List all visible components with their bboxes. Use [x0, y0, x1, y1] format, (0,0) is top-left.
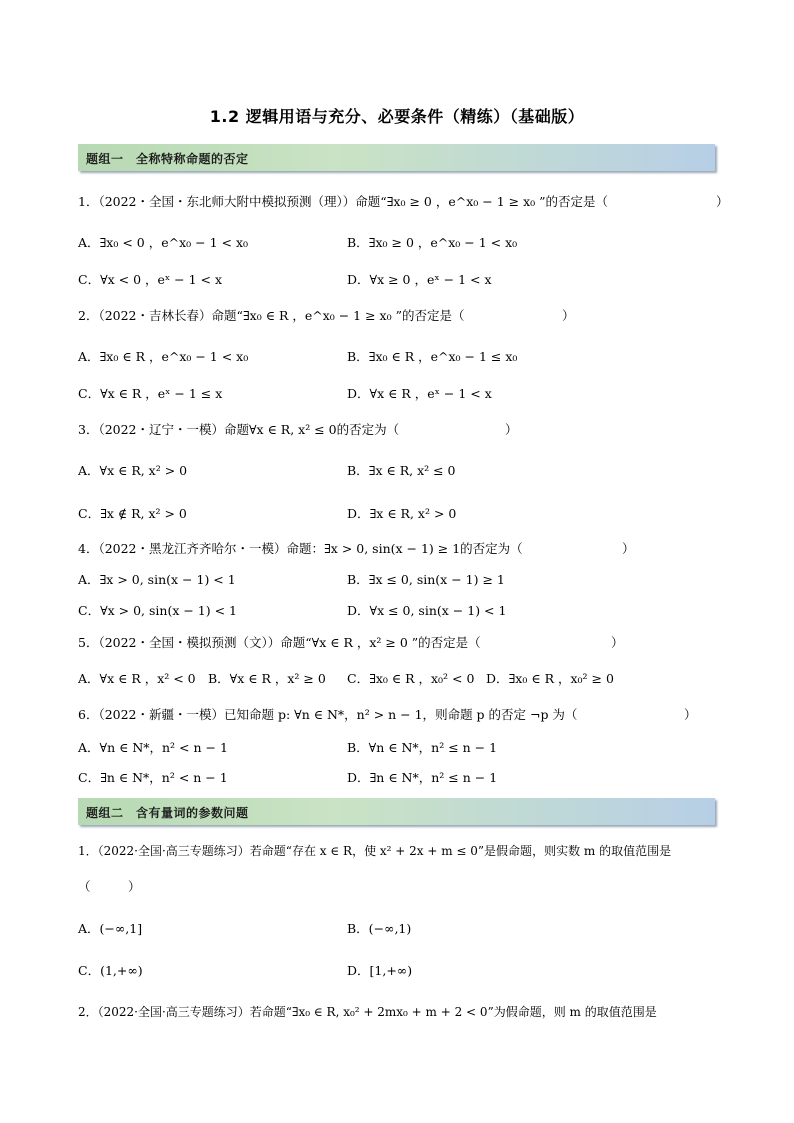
question-1-option-b: B．∃x₀ ≥ 0 ，e^x₀ − 1 < x₀	[347, 235, 518, 250]
param-question-1-option-b: B．(−∞,1)	[347, 921, 412, 936]
section-heading-group2: 题组二 含有量词的参数问题	[86, 806, 249, 820]
question-1-paren: ）	[716, 194, 729, 209]
question-2-option-d: D．∀x ∈ R ，eˣ − 1 < x	[347, 386, 492, 401]
question-4-option-c: C．∀x > 0, sin(x − 1) < 1	[78, 603, 237, 618]
question-6-paren: ）	[684, 707, 697, 722]
page-title: 1.2 逻辑用语与充分、必要条件（精练）（基础版）	[209, 107, 585, 126]
question-3-option-d: D．∃x ∈ R, x² > 0	[347, 506, 457, 521]
question-3-option-a: A．∀x ∈ R, x² > 0	[78, 463, 188, 478]
question-1-option-d: D．∀x ≥ 0 ，eˣ − 1 < x	[347, 272, 492, 287]
question-5-paren: ）	[611, 635, 624, 650]
param-question-1-option-a: A．(−∞,1]	[78, 921, 143, 936]
question-5-stem: 5．（2022・全国・模拟预测（文））命题“∀x ∈ R ，x² ≥ 0 ”的否定是（	[78, 635, 481, 650]
question-3-option-b: B．∃x ∈ R, x² ≤ 0	[347, 463, 456, 478]
param-question-2-stem: 2．（2022·全国·高三专题练习）若命题“∃x₀ ∈ R, x₀² + 2mx₀ + m + 2 < 0”为假命题，则 m 的取值范围是	[78, 1005, 657, 1019]
question-4-option-b: B．∃x ≤ 0, sin(x − 1) ≥ 1	[347, 572, 505, 587]
question-2-paren: ）	[562, 308, 575, 323]
question-5-option-d: D．∃x₀ ∈ R ，x₀² ≥ 0	[486, 671, 614, 686]
question-4-paren: ）	[622, 541, 635, 556]
question-1-stem: 1．（2022・全国・东北师大附中模拟预测（理））命题“∃x₀ ≥ 0 ，e^x₀ − 1 ≥ x₀ ”的否定是（	[78, 194, 608, 209]
question-3-paren: ）	[505, 422, 518, 437]
section-banner-group1	[78, 144, 715, 171]
question-6-option-a: A．∀n ∈ N*，n² < n − 1	[78, 740, 228, 755]
section-banner-group2	[78, 798, 715, 825]
question-5-option-c: C．∃x₀ ∈ R ，x₀² < 0	[347, 671, 475, 686]
question-2-option-b: B．∃x₀ ∈ R ，e^x₀ − 1 ≤ x₀	[347, 349, 518, 364]
question-4-option-a: A．∃x > 0, sin(x − 1) < 1	[78, 572, 236, 587]
question-6-option-d: D．∃n ∈ N*，n² ≤ n − 1	[347, 770, 498, 785]
question-4-option-d: D．∀x ≤ 0, sin(x − 1) < 1	[347, 603, 507, 618]
question-3-option-c: C．∃x ∉ R, x² > 0	[78, 506, 187, 521]
param-question-1-stem: 1．（2022·全国·高三专题练习）若命题“存在 x ∈ R，使 x² + 2x + m ≤ 0”是假命题，则实数 m 的取值范围是	[78, 844, 672, 858]
question-2-option-a: A．∃x₀ ∈ R ，e^x₀ − 1 < x₀	[78, 349, 249, 364]
question-3-stem: 3．（2022・辽宁・一模）命题∀x ∈ R, x² ≤ 0的否定为（	[78, 422, 400, 437]
question-2-option-c: C．∀x ∈ R ，eˣ − 1 ≤ x	[78, 386, 223, 401]
param-question-1-blank: （ ）	[78, 879, 141, 894]
question-5-option-b: B．∀x ∈ R ，x² ≥ 0	[208, 671, 326, 686]
param-question-1-option-c: C．(1,+∞)	[78, 963, 143, 978]
section-heading-group1: 题组一 全称特称命题的否定	[86, 152, 249, 166]
question-2-stem: 2．（2022・吉林长春）命题“∃x₀ ∈ R ，e^x₀ − 1 ≥ x₀ ”的否定是（	[78, 308, 465, 323]
question-6-option-b: B．∀n ∈ N*，n² ≤ n − 1	[347, 740, 498, 755]
question-5-option-a: A．∀x ∈ R ，x² < 0	[78, 671, 196, 686]
question-6-option-c: C．∃n ∈ N*，n² < n − 1	[78, 770, 228, 785]
param-question-1-option-d: D．[1,+∞)	[347, 963, 413, 978]
question-1-option-c: C．∀x < 0 ，eˣ − 1 < x	[78, 272, 223, 287]
question-1-option-a: A．∃x₀ < 0 ，e^x₀ − 1 < x₀	[78, 235, 249, 250]
question-6-stem: 6．（2022・新疆・一模）已知命题 p: ∀n ∈ N*，n² > n − 1，则命题 p 的否定 ¬p 为（	[78, 707, 578, 722]
question-4-stem: 4．（2022・黑龙江齐齐哈尔・一模）命题：∃x > 0, sin(x − 1) ≥ 1的否定为（	[78, 541, 523, 556]
